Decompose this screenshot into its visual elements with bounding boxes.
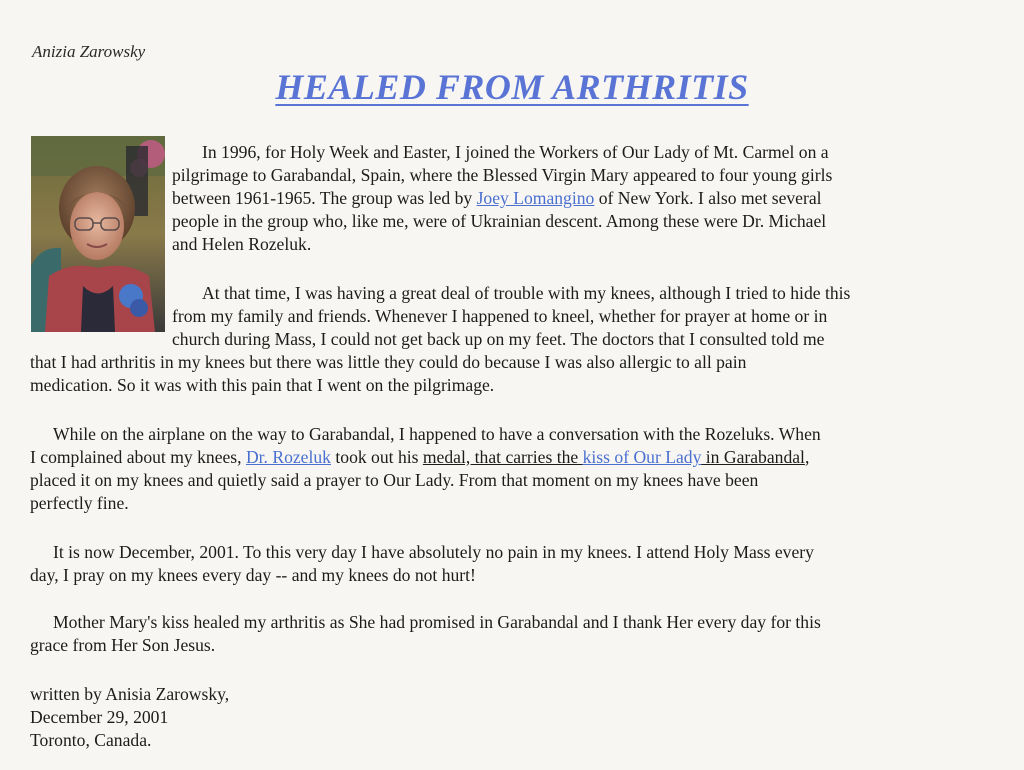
p1-line-3-text-a: between 1961-1965. The group was led by [172,188,477,208]
p2-line-4: that I had arthritis in my knees but there was little they could do because I was also allergic to all pain [30,352,747,372]
signature-location: Toronto, Canada. [30,730,152,750]
p3-line-2-text-a: I complained about my knees, [30,447,246,467]
p3-line-2-text-b: took out his [330,447,423,467]
p1-line-3 [172,190,822,208]
p1-line-3-text-b: of New York. I also met several [594,188,822,208]
p3-line-1: While on the airplane on the way to Garabandal, I happened to have a conversation with the Rozeluks. When [53,424,821,444]
p1-line-4: people in the group who, like me, were of Ukrainian descent. Among these were Dr. Michael [172,211,827,231]
medal-underlined-text: medal, that carries the [422,447,583,467]
p5-line-1: Mother Mary's kiss healed my arthritis as She had promised in Garabandal and I thank Her every day for this [53,612,821,632]
joey-lomangino-link[interactable]: Joey Lomangino [476,188,595,208]
p3-line-3: placed it on my knees and quietly said a prayer to Our Lady. From that moment on my knees have been [30,470,759,490]
signature-line-1: written by Anisia Zarowsky, [30,684,230,704]
page-title: HEALED FROM ARTHRITIS [275,67,749,107]
portrait-image [31,136,165,332]
p2-line-2: from my family and friends. Whenever I happened to kneel, whether for prayer at home or in [172,306,828,326]
p1-line-1: In 1996, for Holy Week and Easter, I joined the Workers of Our Lady of Mt. Carmel on a [202,142,829,162]
author-name: Anizia Zarowsky [32,42,146,61]
kiss-of-our-lady-link[interactable]: kiss of Our Lady [582,447,702,467]
p5-line-2: grace from Her Son Jesus. [30,635,216,655]
p2-line-5: medication. So it was with this pain that I went on the pilgrimage. [30,375,495,395]
p1-line-2: pilgrimage to Garabandal, Spain, where the Blessed Virgin Mary appeared to four young girls [172,165,833,185]
p4-line-2: day, I pray on my knees every day -- and my knees do not hurt! [30,565,476,585]
p2-line-1: At that time, I was having a great deal of trouble with my knees, although I tried to hide this [202,283,851,303]
garabandal-underlined-text: in Garabandal [701,447,805,467]
p3-line-2 [30,449,809,467]
p2-line-3: church during Mass, I could not get back up on my feet. The doctors that I consulted told me [172,329,825,349]
dr-rozeluk-link[interactable]: Dr. Rozeluk [245,447,331,467]
signature-date: December 29, 2001 [30,707,169,727]
author-photo [31,136,165,332]
p4-line-1: It is now December, 2001. To this very day I have absolutely no pain in my knees. I attend Holy Mass every [53,542,814,562]
p3-line-4: perfectly fine. [30,493,129,513]
p1-line-5: and Helen Rozeluk. [172,234,312,254]
p3-line-2-text-c: , [804,447,810,467]
